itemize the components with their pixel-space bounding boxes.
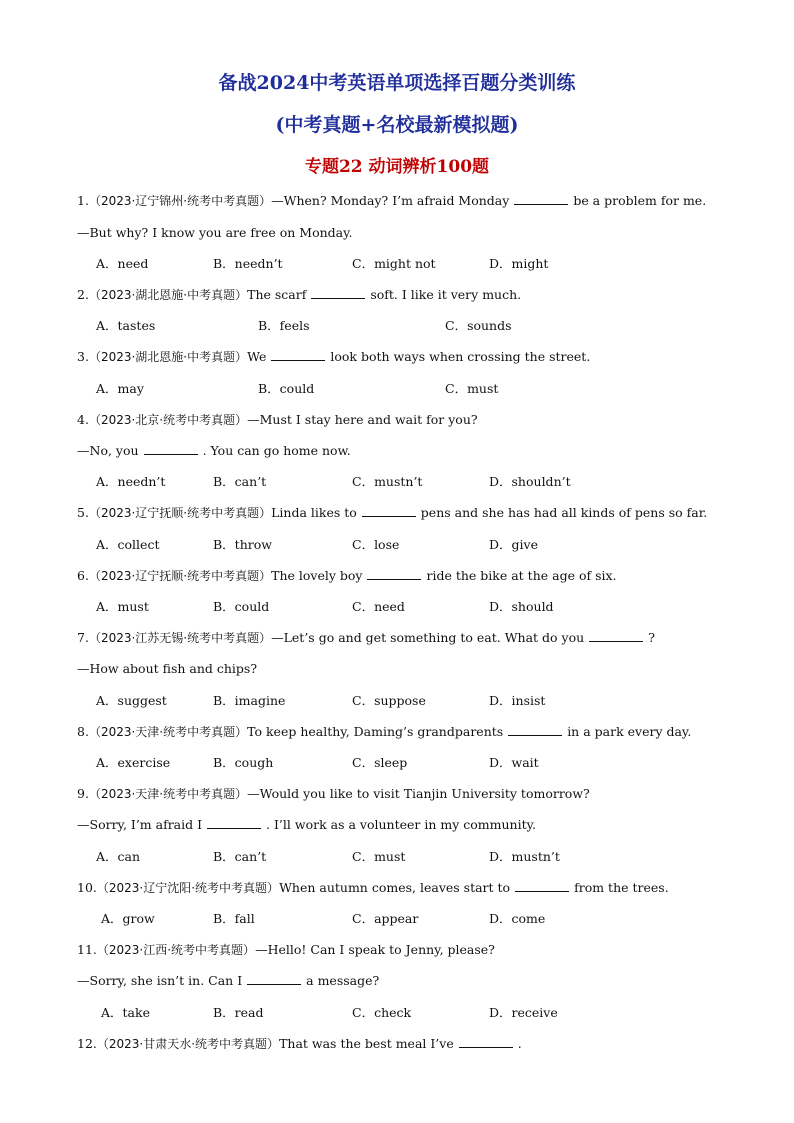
answer-blank [367,568,421,580]
answer-blank [271,349,325,361]
answer-blank [589,630,643,642]
option-a[interactable]: A．grow [101,911,155,926]
question-1-line2: —But why? I know you are free on Monday. [77,225,353,240]
question-4-line2: —No, you . You can go home now. [77,443,351,458]
option-d[interactable]: D．should [489,599,554,614]
answer-blank [514,193,568,205]
question-7-line2: —How about fish and chips? [77,661,258,676]
question-4-stem: 4.（2023·北京·统考中考真题）—Must I stay here and wait for you? [77,412,478,427]
option-c[interactable]: C．sounds [445,318,512,333]
option-d[interactable]: D．mustn’t [489,849,560,864]
option-a[interactable]: A．need [96,256,149,271]
option-c[interactable]: C．suppose [352,693,426,708]
answer-blank [508,724,562,736]
option-b[interactable]: B．read [213,1005,264,1020]
option-b[interactable]: B．can’t [213,849,267,864]
answer-blank [311,287,365,299]
option-a[interactable]: A．may [96,381,144,396]
option-d[interactable]: D．insist [489,693,546,708]
topic-title: 专题22 动词辨析100题 [304,157,490,177]
option-b[interactable]: B．cough [213,755,274,770]
option-c[interactable]: C．need [352,599,405,614]
question-5-stem: 5.（2023·辽宁抚顺·统考中考真题）Linda likes to pens and she has had all kinds of pens so far. [77,505,708,520]
answer-blank [362,505,416,517]
answer-blank [247,973,301,985]
option-c[interactable]: C．might not [352,256,436,271]
option-a[interactable]: A．exercise [96,755,171,770]
option-b[interactable]: B．could [213,599,270,614]
option-d[interactable]: D．might [489,256,549,271]
question-11-line2: —Sorry, she isn’t in. Can I a message? [77,973,380,988]
question-11-stem: 11.（2023·江西·统考中考真题）—Hello! Can I speak to Jenny, please? [77,942,495,957]
question-8-stem: 8.（2023·天津·统考中考真题）To keep healthy, Daming’s grandparents in a park every day. [77,724,692,739]
question-9-line2: —Sorry, I’m afraid I . I’ll work as a volunteer in my community. [77,817,536,832]
option-d[interactable]: D．shouldn’t [489,474,571,489]
answer-blank [144,443,198,455]
option-c[interactable]: C．must [352,849,406,864]
option-a[interactable]: A．collect [96,537,160,552]
question-10-stem: 10.（2023·辽宁沈阳·统考中考真题）When autumn comes, leaves start to from the trees. [77,880,669,895]
option-d[interactable]: D．wait [489,755,539,770]
option-a[interactable]: A．can [96,849,141,864]
option-c[interactable]: C．must [445,381,499,396]
question-6-stem: 6.（2023·辽宁抚顺·统考中考真题）The lovely boy ride the bike at the age of six. [77,568,617,583]
option-c[interactable]: C．check [352,1005,412,1020]
option-b[interactable]: B．feels [258,318,310,333]
option-a[interactable]: A．take [101,1005,150,1020]
option-a[interactable]: A．needn’t [96,474,166,489]
answer-blank [515,880,569,892]
option-d[interactable]: D．give [489,537,538,552]
question-7-stem: 7.（2023·江苏无锡·统考中考真题）—Let’s go and get something to eat. What do you ? [77,630,655,645]
option-d[interactable]: D．come [489,911,546,926]
option-b[interactable]: B．needn’t [213,256,283,271]
option-c[interactable]: C．mustn’t [352,474,423,489]
option-c[interactable]: C．sleep [352,755,408,770]
option-b[interactable]: B．can’t [213,474,267,489]
question-9-stem: 9.（2023·天津·统考中考真题）—Would you like to visit Tianjin University tomorrow? [77,786,590,801]
option-c[interactable]: C．lose [352,537,400,552]
option-b[interactable]: B．fall [213,911,255,926]
question-3-stem: 3.（2023·湖北恩施·中考真题）We look both ways when crossing the street. [77,349,591,364]
page-subtitle: (中考真题+名校最新模拟题) [275,114,519,136]
option-c[interactable]: C．appear [352,911,419,926]
answer-blank [207,817,261,829]
page-title: 备战2024中考英语单项选择百题分类训练 [218,72,576,94]
option-a[interactable]: A．suggest [96,693,167,708]
answer-blank [459,1036,513,1048]
question-2-stem: 2.（2023·湖北恩施·中考真题）The scarf soft. I like it very much. [77,287,522,302]
option-b[interactable]: B．could [258,381,315,396]
option-b[interactable]: B．throw [213,537,272,552]
question-1-stem: 1.（2023·辽宁锦州·统考中考真题）—When? Monday? I’m afraid Monday be a problem for me. [77,193,707,208]
question-12-stem: 12.（2023·甘肃天水·统考中考真题）That was the best meal I’ve . [77,1036,522,1051]
option-a[interactable]: A．tastes [96,318,156,333]
option-a[interactable]: A．must [96,599,149,614]
option-b[interactable]: B．imagine [213,693,286,708]
option-d[interactable]: D．receive [489,1005,558,1020]
